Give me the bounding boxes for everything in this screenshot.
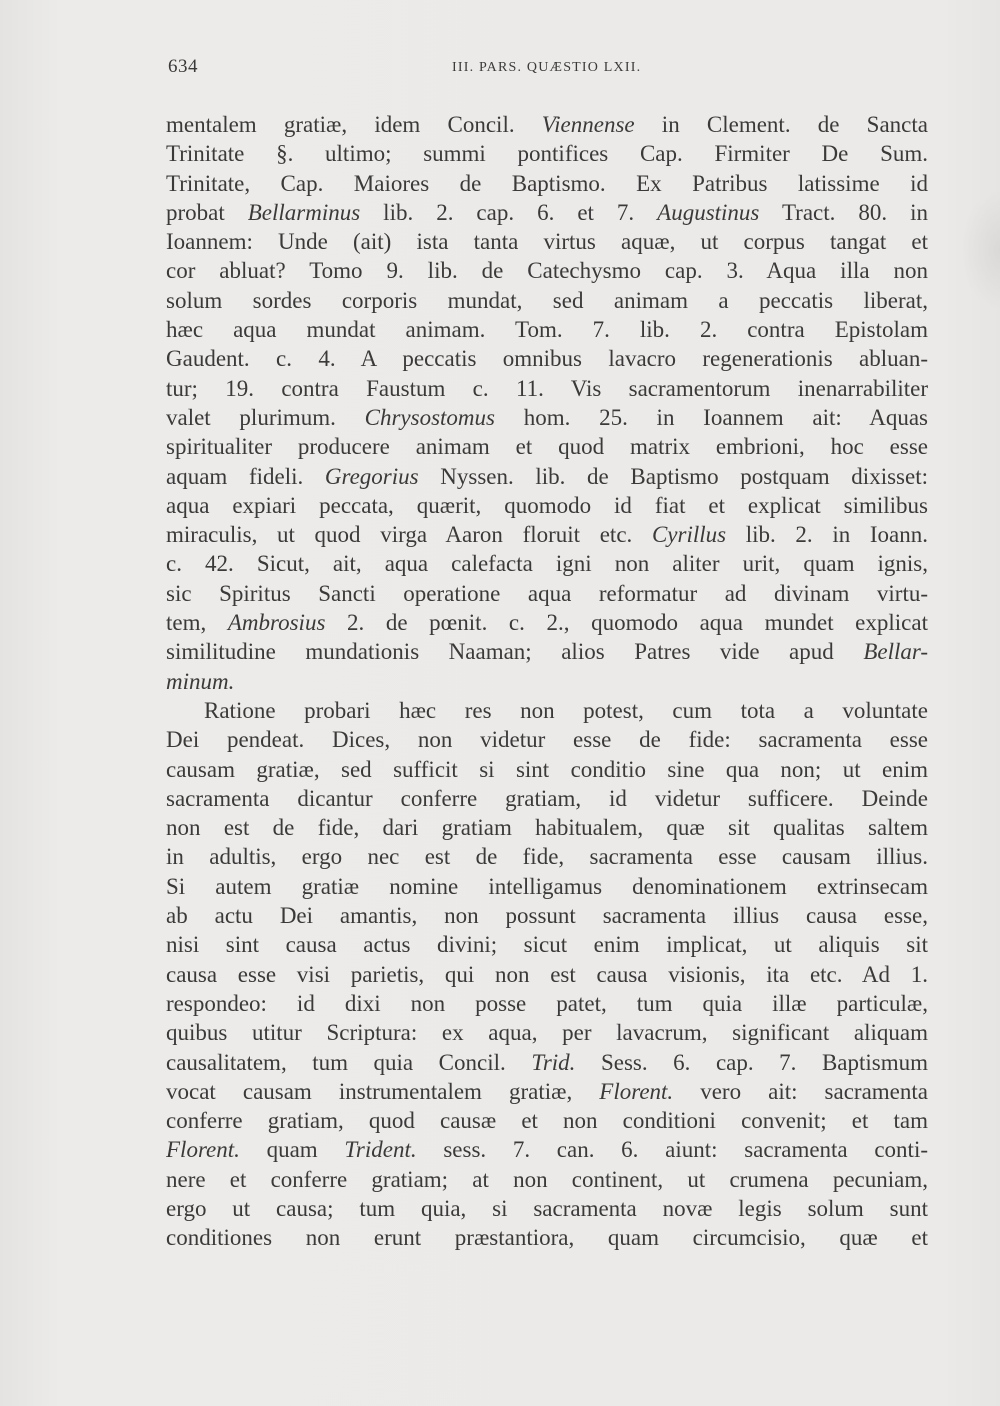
italic-run: Florent. [599, 1078, 674, 1104]
text-run: non est de fide, dari gratiam habitualem, quæ sit qualitas saltem [166, 815, 928, 841]
paragraph [166, 110, 928, 696]
text-run: Dei pendeat. Dices, non videtur esse de fide: sacramenta esse [166, 727, 928, 753]
text-run: hæc aqua mundat animam. Tom. 7. lib. 2. contra Epistolam [166, 317, 928, 343]
text-line [166, 227, 928, 256]
italic-run: Augustinus [657, 199, 760, 225]
text-line [166, 374, 928, 403]
text-line [166, 286, 928, 315]
text-line [166, 256, 928, 285]
text-run: conditiones non erunt præstantiora, quam circumcisio, quæ et [166, 1225, 928, 1251]
italic-run: Chrysostomus [364, 404, 495, 430]
text-line [166, 520, 928, 549]
text-line [166, 315, 928, 344]
text-run: lib. 2. cap. 6. et 7. [360, 199, 658, 225]
text-run: Ratione probari hæc res non potest, cum tota a voluntate [204, 697, 928, 723]
text-line [166, 462, 928, 491]
text-line [166, 579, 928, 608]
running-title: III. PARS. QUÆSTIO LXII. [452, 60, 642, 75]
text-line [166, 813, 928, 842]
text-run: Gaudent. c. 4. A peccatis omnibus lavacro regenerationis abluan- [166, 346, 928, 372]
text-run: ergo ut causa; tum quia, si sacramenta novæ legis solum sunt [166, 1195, 928, 1221]
running-header [0, 52, 1000, 88]
text-run: valet plurimum. [166, 404, 365, 430]
text-line [166, 1048, 928, 1077]
text-run: Sess. 6. cap. 7. Baptismum [575, 1049, 928, 1075]
text-line [166, 1165, 928, 1194]
text-line [166, 637, 928, 666]
text-line [166, 667, 928, 696]
italic-run: Cyrillus [651, 522, 727, 548]
text-run: c. 42. Sicut, ait, aqua calefacta igni non aliter urit, quam ignis, [166, 551, 928, 577]
text-run: sic Spiritus Sancti operatione aqua reformatur ad divinam virtu- [166, 580, 928, 606]
text-run: hom. 25. in Ioannem ait: Aquas [494, 404, 928, 430]
text-run: aqua expiari peccata, quærit, quomodo id fiat et explicat similibus [166, 492, 928, 518]
italic-run: Trid. [531, 1049, 576, 1075]
text-run: ab actu Dei amantis, non possunt sacramenta illius causa esse, [166, 903, 928, 929]
text-run: Si autem gratiæ nomine intelligamus denominationem extrinsecam [166, 873, 928, 899]
text-run: Trinitate §. ultimo; summi pontifices Cap. Firmiter De Sum. [166, 141, 928, 167]
text-line [166, 344, 928, 373]
italic-run: minum. [166, 668, 235, 694]
text-run: similitudine mundationis Naaman; alios Patres vide apud [166, 639, 864, 665]
text-run: nere et conferre gratiam; at non continent, ut crumena pecuniam, [166, 1166, 928, 1192]
page-number: 634 [168, 56, 198, 77]
text-run: Trinitate, Cap. Maiores de Baptismo. Ex Patribus latissime id [166, 170, 928, 196]
text-run: nisi sint causa actus divini; sicut enim implicat, ut aliquis sit [166, 932, 928, 958]
text-run: Tract. 80. in [759, 199, 928, 225]
text-run: quibus utitur Scriptura: ex aqua, per lavacrum, significant aliquam [166, 1020, 928, 1046]
text-run: probat [166, 199, 248, 225]
text-line [166, 1077, 928, 1106]
text-line [166, 1194, 928, 1223]
text-line [166, 960, 928, 989]
text-line [166, 608, 928, 637]
italic-run: Bellarminus [247, 199, 361, 225]
text-line [166, 139, 928, 168]
text-line [166, 784, 928, 813]
text-line [166, 1018, 928, 1047]
text-run: in adultis, ergo nec est de fide, sacramenta esse causam illius. [166, 844, 928, 870]
text-line [166, 901, 928, 930]
paragraph [166, 696, 928, 1253]
text-run: in Clement. de Sancta [634, 112, 928, 137]
italic-run: Bellar- [863, 639, 928, 665]
text-run: cor abluat? Tomo 9. lib. de Catechysmo cap. 3. Aqua illa non [166, 258, 928, 284]
text-run: spiritualiter producere animam et quod matrix embrioni, hoc esse [166, 434, 928, 460]
text-line [166, 1135, 928, 1164]
margin-bleedthrough [960, 190, 1000, 310]
text-line [166, 549, 928, 578]
text-line [166, 198, 928, 227]
text-line [166, 725, 928, 754]
text-run: causa esse visi parietis, qui non est causa visionis, ita etc. Ad 1. [166, 961, 928, 987]
text-line [166, 110, 928, 139]
text-line [166, 930, 928, 959]
text-run: mentalem gratiæ, idem Concil. [166, 112, 542, 137]
text-line [166, 1106, 928, 1135]
text-run: quam [239, 1137, 345, 1163]
text-run: conferre gratiam, quod causæ et non conditioni convenit; et tam [166, 1108, 928, 1134]
italic-run: Viennense [541, 112, 635, 137]
body-text [166, 110, 928, 1253]
text-run: Nyssen. lib. de Baptismo postquam dixisset: [418, 463, 928, 489]
italic-run: Florent. [166, 1137, 240, 1163]
text-line [166, 872, 928, 901]
text-run: causalitatem, tum quia Concil. [166, 1049, 532, 1075]
text-run: tur; 19. contra Faustum c. 11. Vis sacramentorum inenarrabiliter [166, 375, 928, 401]
text-run: lib. 2. in Ioann. [726, 522, 928, 548]
text-line [166, 755, 928, 784]
text-run: solum sordes corporis mundat, sed animam a peccatis liberat, [166, 287, 928, 313]
text-line [166, 696, 928, 725]
italic-run: Trident. [344, 1137, 417, 1163]
text-run: vocat causam instrumentalem gratiæ, [166, 1078, 600, 1104]
text-line [166, 842, 928, 871]
text-run: sacramenta dicantur conferre gratiam, id videtur sufficere. Deinde [166, 785, 928, 811]
text-run: vero ait: sacramenta [673, 1078, 928, 1104]
text-line [166, 403, 928, 432]
italic-run: Ambrosius [227, 610, 326, 636]
text-line [166, 169, 928, 198]
text-run: sess. 7. can. 6. aiunt: sacramenta conti- [416, 1137, 928, 1163]
text-run: Ioannem: Unde (ait) ista tanta virtus aquæ, ut corpus tangat et [166, 229, 928, 255]
text-line [166, 989, 928, 1018]
text-run: aquam fideli. [166, 463, 325, 489]
text-run: causam gratiæ, sed sufficit si sint conditio sine qua non; ut enim [166, 756, 928, 782]
text-line [166, 1223, 928, 1252]
text-run: miraculis, ut quod virga Aaron floruit etc. [166, 522, 652, 548]
text-run: respondeo: id dixi non posse patet, tum quia illæ particulæ, [166, 990, 928, 1016]
text-line [166, 432, 928, 461]
text-line [166, 491, 928, 520]
text-run: tem, [166, 610, 228, 636]
text-run: 2. de pœnit. c. 2., quomodo aqua mundet explicat [325, 610, 928, 636]
italic-run: Gregorius [324, 463, 419, 489]
